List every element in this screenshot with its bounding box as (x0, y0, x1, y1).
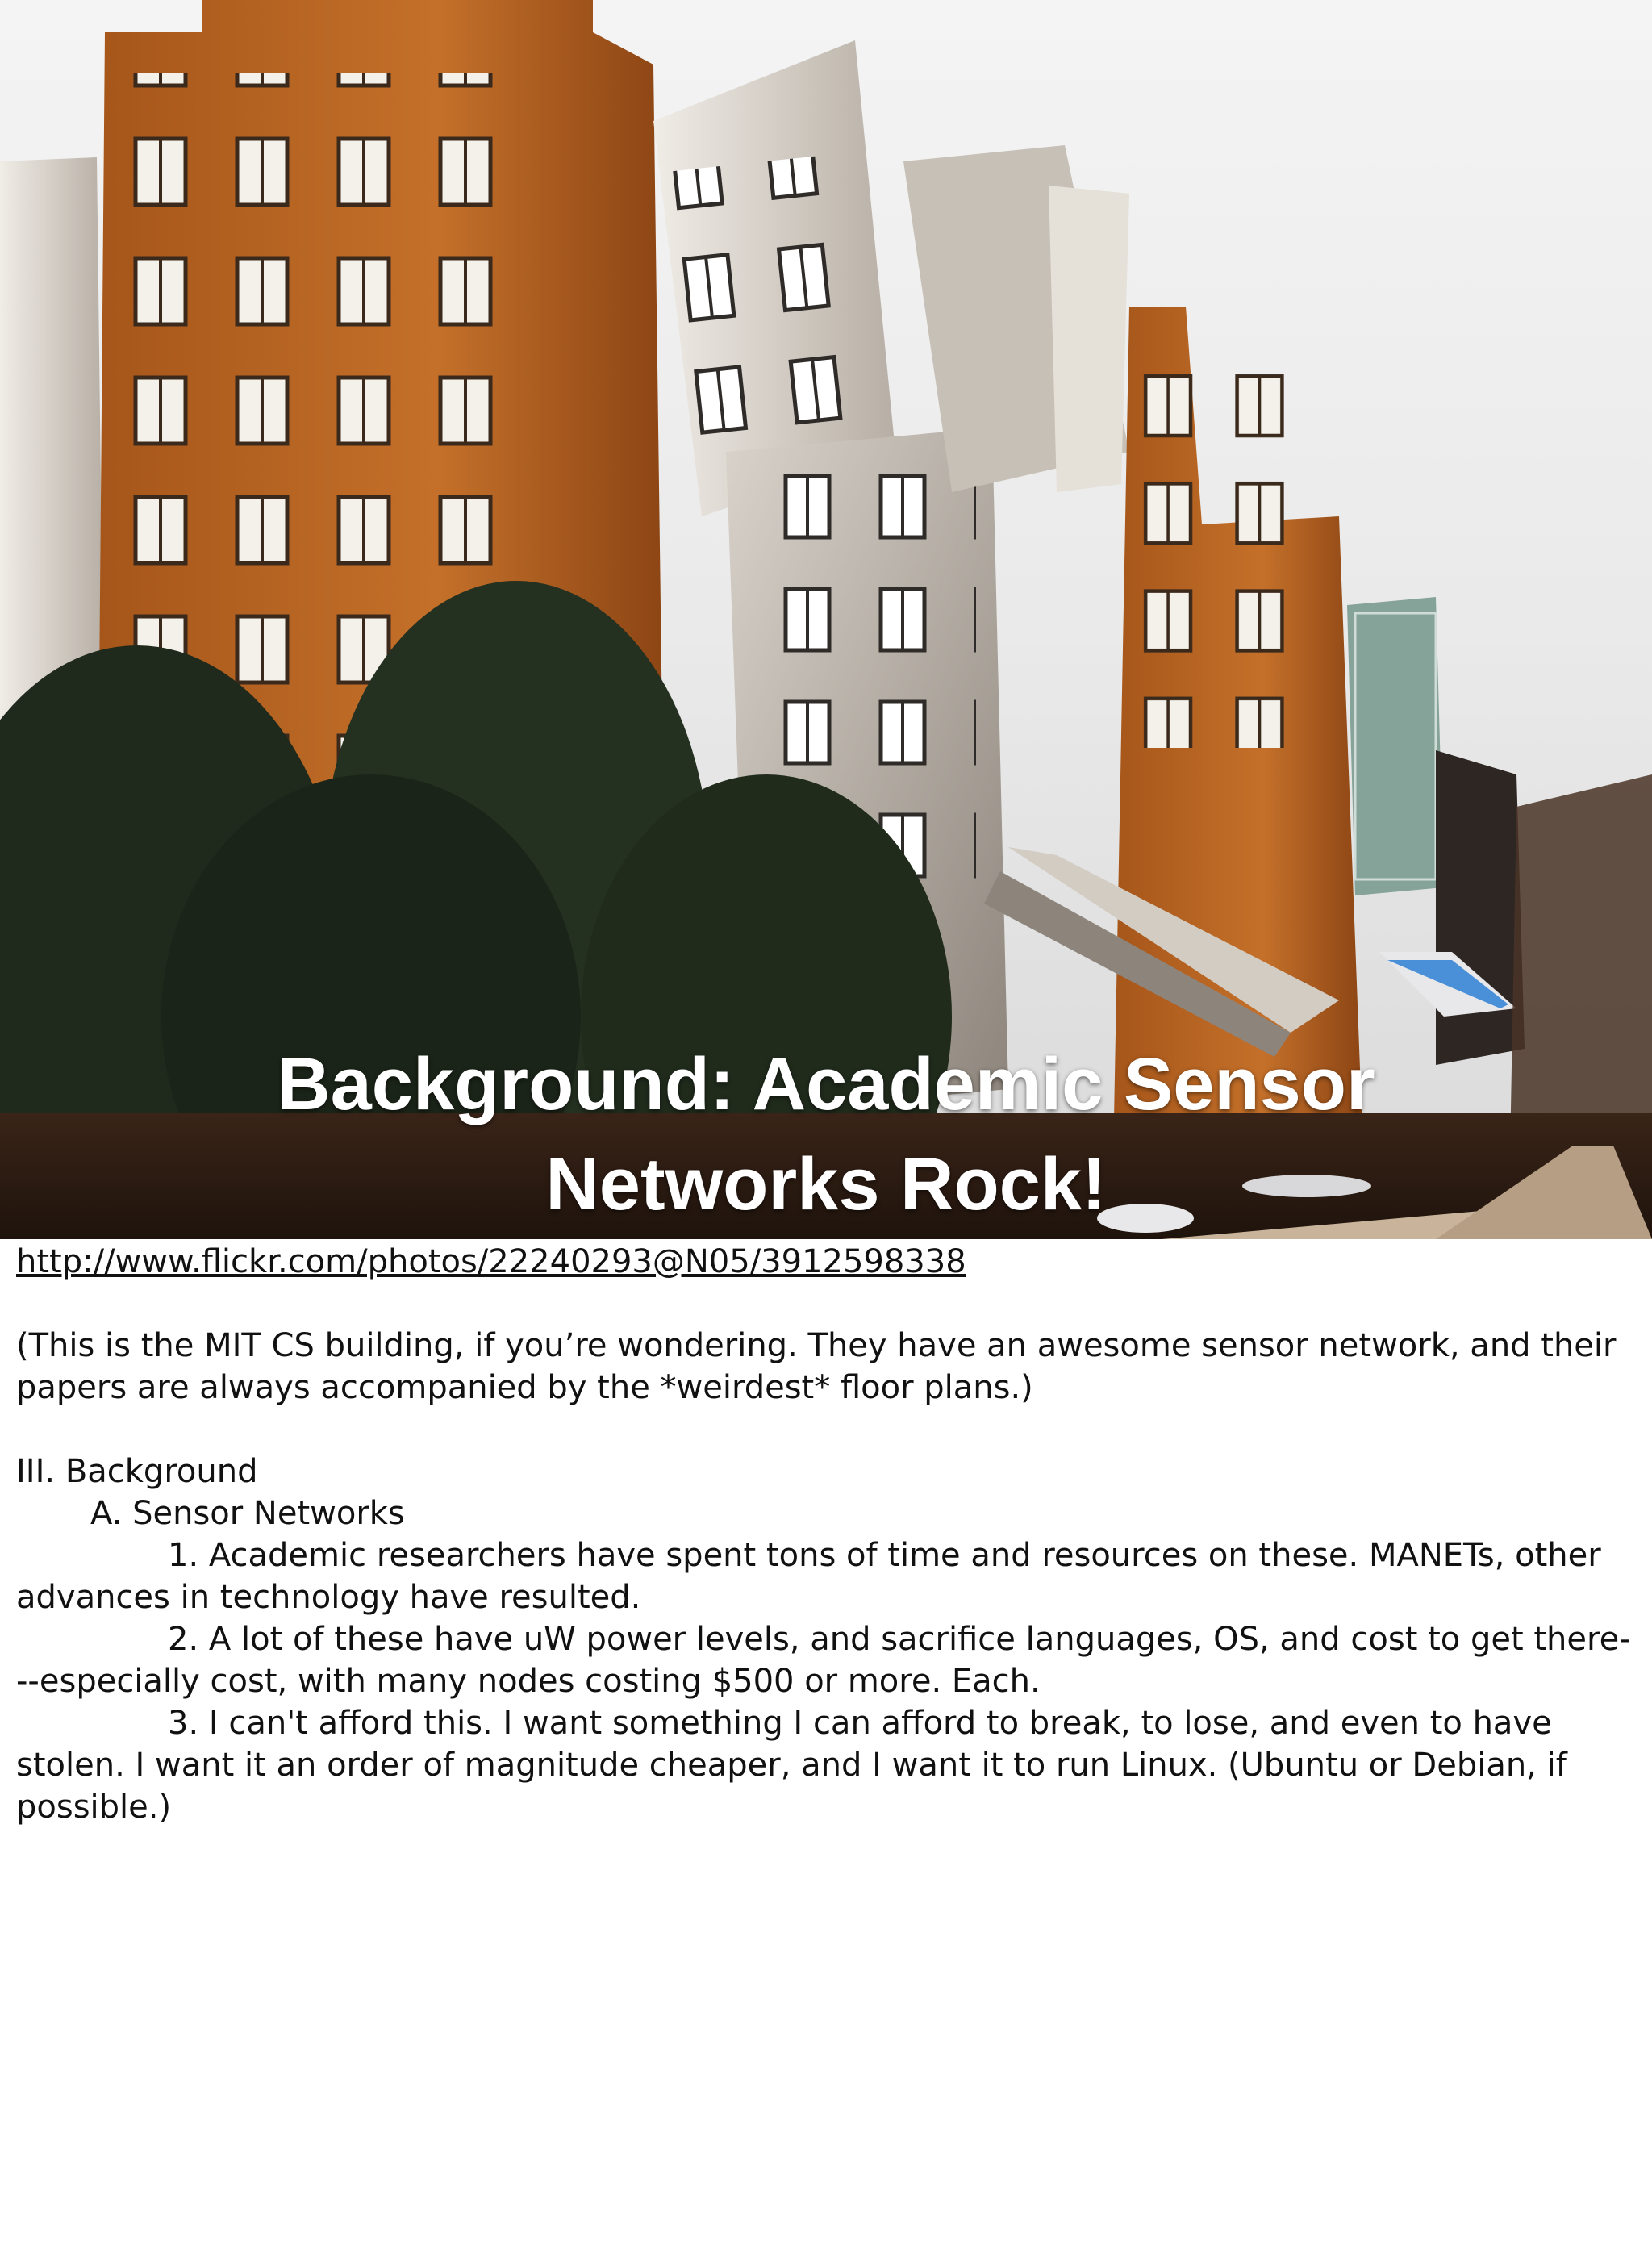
notes-list-item-3: 3. I can't afford this. I want something I can afford to break, to lose, and even to have stolen. I want it an order of magnitude cheaper, and I want it to run Linux. (Ubuntu or Debian, if possible.) (16, 1705, 1578, 1826)
notes-section-heading: III. Background (16, 1453, 258, 1490)
notes-list-item-2: 2. A lot of these have uW power levels, and sacrifice languages, OS, and cost to get there---especially cost, with many nodes costing $500 or more. Each. (16, 1621, 1631, 1700)
speaker-notes (16, 1241, 1637, 1828)
slide-title-line-2: Networks Rock! (545, 1143, 1107, 1225)
spacer (16, 1409, 1637, 1451)
notes-list-item-1: 1. Academic researchers have spent tons of time and resources on these. MANETs, other advances in technology have resulted. (16, 1537, 1612, 1616)
photo-source-link[interactable]: http://www.flickr.com/photos/22240293@N05/3912598338 (16, 1243, 966, 1280)
notes-subsection-heading: A. Sensor Networks (90, 1495, 405, 1532)
notes-aside: (This is the MIT CS building, if you’re wondering. They have an awesome sensor network, and their papers are always accompanied by the *weirdest* floor plans.) (16, 1327, 1627, 1406)
slide-title (0, 1034, 1652, 1234)
spacer (16, 1283, 1637, 1325)
slide-title-line-1: Background: Academic Sensor (277, 1043, 1375, 1125)
